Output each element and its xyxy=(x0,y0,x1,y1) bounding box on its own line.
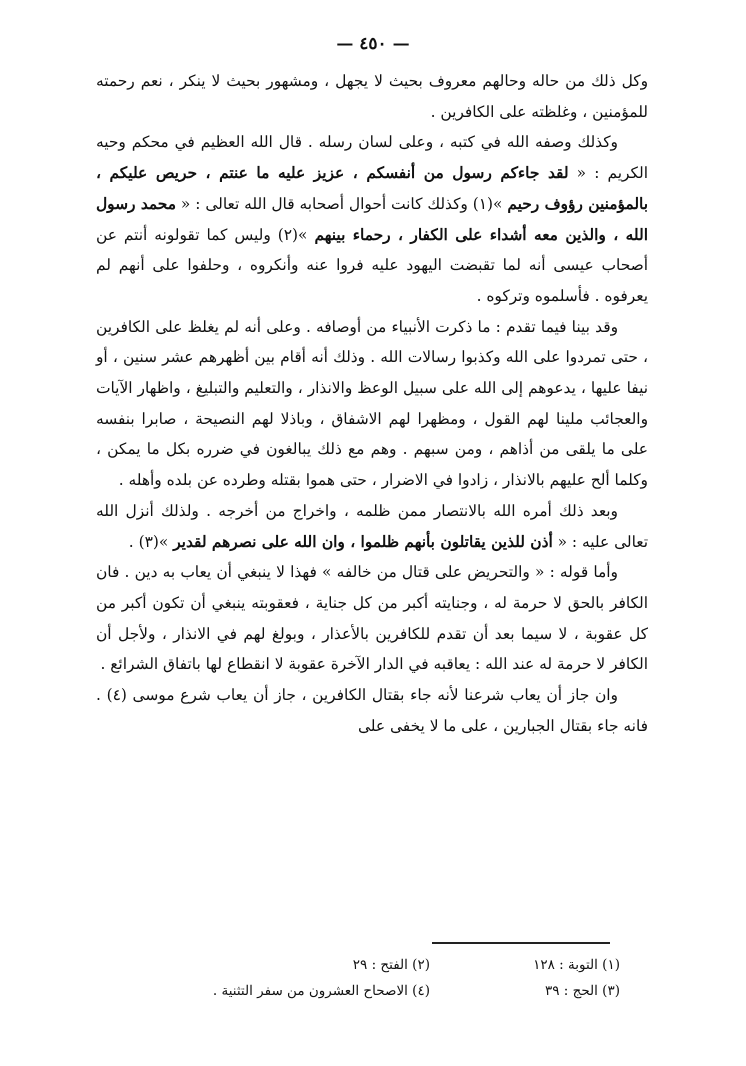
footnote-1: (١) التوبة : ١٢٨ xyxy=(533,957,620,973)
footnote-4: (٤) الاصحاح العشرون من سفر التثنية . xyxy=(212,983,430,999)
paragraph-2-text-c: »(٢) وليس كما تقولونه أنتم عن أصحاب عيسى أنه لما تقبضت اليهود عليه فروا عنه وأنكروه ، وحلفوا على أنهم لم يعرفوه . فأسلموه وتركوه . xyxy=(96,225,648,305)
paragraph-4-text-a: وبعد ذلك أمره الله بالانتصار ممن ظلمه ، واخراج من أخرجه . ولذلك أنزل الله تعالى عليه : « xyxy=(96,501,648,551)
paragraph-4 xyxy=(96,496,648,557)
paragraph-3: وقد بينا فيما تقدم : ما ذكرت الأنبياء من أوصافه . وعلى أنه لم يغلظ على الكافرين ، حتى تمردوا على الله وكذبوا رسالات الله . وذلك أنه أقام بين أظهرهم عشر سنين ، أو نيفا عليها ، يدعوهم إلى الله على سبيل الوعظ والانذار ، والتعليم والتبليغ ، واظهار الآيات والعجائب ملينا لهم القول ، ومظهرا لهم الاشفاق ، وباذلا لهم النصيحة ، صابرا بنفسه على ما يلقى من أذاهم ، ومن سبهم . وهم مع ذلك يبالغون في ضرره بكل ما يمكن ، وكلما ألح عليهم بالانذار ، زادوا في الاضرار ، حتى هموا بقتله وطرده عن بلده وأهله . xyxy=(96,317,648,490)
paragraph-2-text-b: »(١) وكذلك كانت أحوال أصحابه قال الله تعالى : « xyxy=(176,194,508,213)
paragraph-6: وان جاز أن يعاب شرعنا لأنه جاء بقتال الكافرين ، جاز أن يعاب شرع موسى (٤) . فانه جاء بقتال الجبارين ، على ما لا يخفى على xyxy=(96,686,648,735)
paragraph-2 xyxy=(96,127,648,311)
footnotes xyxy=(200,952,620,1004)
paragraph-1: وكل ذلك من حاله وحالهم معروف بحيث لا يجهل ، ومشهور بحيث لا ينكر ، نعم رحمته للمؤمنين ، وغلظته على الكافرين . xyxy=(96,72,648,121)
paragraph-2-text-a: وكذلك وصفه الله في كتبه ، وعلى لسان رسله . قال الله العظيم في محكم وحيه الكريم : « xyxy=(96,133,648,183)
paragraph-4-text-b: »(٣) . xyxy=(128,532,174,551)
page-number: — ٤٥٠ — xyxy=(336,34,410,54)
footnote-row-1 xyxy=(200,952,620,978)
footnote-2: (٢) الفتح : ٢٩ xyxy=(352,957,430,973)
quran-quote-2: محمد رسول الله ، والذين معه أشداء على الكفار ، رحماء بينهم xyxy=(96,194,648,244)
paragraph-5: وأما قوله : « والتحريض على قتال من خالفه » فهذا لا ينبغي أن يعاب به دين . فان الكافر بالحق لا حرمة له ، وجنايته أكبر من كل جناية ، فعقوبته ينبغي أن تكون أكبر من كل عقوبة ، لا سيما بعد أن تقدم للكافرين بالأعذار ، وبولغ لهم في الانذار ، ولأجل أن الكافر لا حرمة له عند الله : يعاقبه في الدار الآخرة عقوبة لا انقطاع لها باتفاق الشرائع . xyxy=(96,563,648,674)
footnote-3: (٣) الحج : ٣٩ xyxy=(544,983,620,999)
quran-quote-3: أذن للذين يقاتلون بأنهم ظلموا ، وان الله على نصرهم لقدير xyxy=(173,532,553,551)
quran-quote-1: لقد جاءكم رسول من أنفسكم ، عزيز عليه ما عنتم ، حريص عليكم ، بالمؤمنين رؤوف رحيم xyxy=(96,164,648,213)
footnote-row-2 xyxy=(200,978,620,1004)
footnote-divider xyxy=(432,942,610,944)
body-text xyxy=(96,66,648,741)
